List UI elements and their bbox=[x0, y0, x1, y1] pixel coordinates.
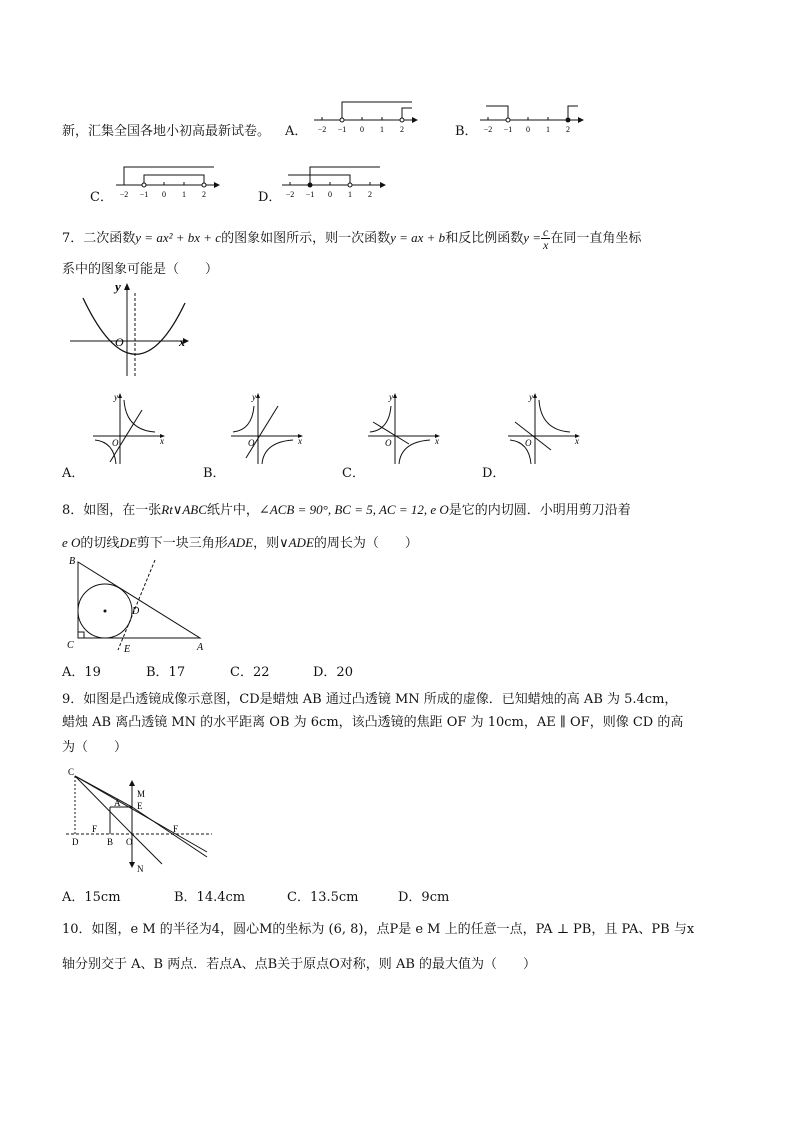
tick: 0 bbox=[526, 125, 530, 134]
q7-fig-x: x bbox=[179, 335, 185, 349]
tick: −1 bbox=[139, 190, 149, 199]
q9-option-a[interactable]: A．15cm bbox=[62, 890, 121, 905]
q7-eq3-lhs: y = bbox=[523, 230, 541, 245]
q9-stem-line1: 9．如图是凸透镜成像示意图，CD是蜡烛 AB 通过凸透镜 MN 所成的虚像．已知蜡烛的高 AB 为 5.4cm， bbox=[62, 692, 678, 707]
tick: −1 bbox=[305, 190, 315, 199]
q7-fig-o: O bbox=[115, 335, 124, 349]
q8-stem-line2 bbox=[62, 532, 418, 551]
q7-option-b[interactable]: B． bbox=[203, 466, 226, 481]
q9-label-n: N bbox=[137, 864, 144, 874]
tick: −2 bbox=[317, 125, 327, 134]
q8-option-d[interactable]: D．20 bbox=[313, 665, 353, 680]
q7-option-a-graph bbox=[90, 392, 170, 467]
q9-option-b[interactable]: B．14.4cm bbox=[174, 890, 246, 905]
tick: 2 bbox=[368, 190, 372, 199]
tick: −1 bbox=[337, 125, 347, 134]
q8-de: DE bbox=[119, 535, 137, 550]
q7-eq2: y = ax + b bbox=[390, 230, 446, 245]
q9-label-m: M bbox=[137, 789, 146, 799]
q8-line2-d: ，则 bbox=[253, 536, 280, 551]
q8-label-a: A bbox=[197, 642, 204, 653]
tick: −2 bbox=[285, 190, 295, 199]
q6-option-d-label[interactable]: D． bbox=[258, 190, 282, 205]
tick: 1 bbox=[182, 190, 186, 199]
q10-stem-line2: 轴分别交于 A、B 两点．若点A、点B关于原点O对称，则 AB 的最大值为（ ） bbox=[62, 957, 537, 972]
tick: 2 bbox=[400, 125, 404, 134]
q9-stem-line2: 蜡烛 AB 离凸透镜 MN 的水平距离 OB 为 6cm，该凸透镜的焦距 OF 为 10cm，AE ∥ OF，则像 CD 的高 bbox=[62, 715, 684, 730]
q7-option-c-graph bbox=[365, 392, 445, 467]
q6-option-c-label[interactable]: C． bbox=[90, 190, 113, 205]
q7-num: 7．二次函数 bbox=[62, 231, 136, 246]
tick: −2 bbox=[119, 190, 129, 199]
q8-line2-c: 剪下一块三角形 bbox=[136, 536, 228, 551]
q7-option-b-graph bbox=[228, 392, 308, 467]
q7-tail: 在同一直角坐标 bbox=[550, 231, 642, 246]
q7-opt-o: O bbox=[112, 438, 119, 448]
q8-label-e: E bbox=[124, 644, 131, 655]
q6-option-b-label[interactable]: B． bbox=[455, 124, 478, 139]
q9-lens-figure bbox=[62, 762, 222, 874]
q9-label-a: A bbox=[114, 798, 121, 808]
q7-option-a[interactable]: A． bbox=[62, 466, 85, 481]
q8-stem-line1 bbox=[62, 499, 631, 518]
q7-stem-line1 bbox=[62, 226, 641, 251]
q8-triangle-figure bbox=[62, 552, 222, 657]
q7-opt-y: y bbox=[252, 392, 256, 402]
tick: 1 bbox=[380, 125, 384, 134]
q6-numberline-d bbox=[280, 163, 390, 203]
q6-numberline-a bbox=[312, 98, 422, 138]
q7-opt-y: y bbox=[114, 392, 118, 402]
q7-stem-line2: 系中的图象可能是（ ） bbox=[62, 262, 219, 277]
q8-line1-a: 8．如图，在一张 bbox=[62, 503, 162, 518]
q7-opt-y: y bbox=[529, 392, 533, 402]
q8-rt: Rt∨ABC bbox=[161, 502, 207, 517]
q8-vade: ∨ADE bbox=[279, 535, 314, 550]
q7-opt-o: O bbox=[248, 438, 255, 448]
q9-label-e: E bbox=[137, 801, 143, 811]
q9-option-d[interactable]: D．9cm bbox=[398, 890, 450, 905]
q7-eq3-frac bbox=[541, 226, 550, 251]
q8-line2-e: 的周长为（ ） bbox=[313, 536, 418, 551]
q8-option-a[interactable]: A．19 bbox=[62, 665, 101, 680]
tick: 0 bbox=[162, 190, 166, 199]
q7-eq1: y = ax² + bx + c bbox=[135, 230, 222, 245]
q7-mid: 的图象如图所示，则一次函数 bbox=[221, 231, 391, 246]
q6-option-a-label[interactable]: A． bbox=[285, 124, 308, 139]
q8-label-b: B bbox=[69, 556, 76, 567]
q9-label-f1: F bbox=[92, 824, 98, 834]
q6-numberline-c bbox=[114, 163, 224, 203]
q7-parabola-figure bbox=[65, 278, 195, 378]
tick: −2 bbox=[483, 125, 493, 134]
q10-stem-line1: 10．如图，e M 的半径为4，圆心M的坐标为 (6, 8)，点P是 e M 上的任意一点，PA ⊥ PB，且 PA、PB 与x bbox=[62, 922, 695, 937]
tick: 1 bbox=[546, 125, 550, 134]
q7-opt-o: O bbox=[525, 438, 532, 448]
q8-label-d: D bbox=[132, 606, 140, 617]
q6-prefix: 新，汇集全国各地小初高最新试卷。 bbox=[62, 124, 271, 139]
q8-line1-b: 纸片中， bbox=[206, 503, 259, 518]
q9-label-f2: F bbox=[173, 824, 179, 834]
q7-option-d-graph bbox=[505, 392, 585, 467]
tick: 2 bbox=[202, 190, 206, 199]
q8-line1-c: 是它的内切圆．小明用剪刀沿着 bbox=[448, 503, 631, 518]
q7-option-d[interactable]: D． bbox=[482, 466, 506, 481]
q7-mid2: 和反比例函数 bbox=[445, 231, 524, 246]
q7-eq3-num: c bbox=[543, 225, 549, 239]
q9-stem-line3: 为（ ） bbox=[62, 740, 128, 755]
q7-opt-o: O bbox=[385, 438, 392, 448]
q7-eq3-den: x bbox=[543, 238, 549, 252]
q8-cond: ∠ACB = 90°, BC = 5, AC = 12, e O bbox=[258, 502, 449, 517]
q6-numberline-b bbox=[478, 100, 588, 140]
q9-option-c[interactable]: C．13.5cm bbox=[287, 890, 359, 905]
q8-line2-a: e O bbox=[62, 535, 81, 550]
q8-option-c[interactable]: C．22 bbox=[230, 665, 270, 680]
q8-line2-b: 的切线 bbox=[80, 536, 120, 551]
q8-ade: ADE bbox=[227, 535, 254, 550]
q7-opt-y: y bbox=[389, 392, 393, 402]
q8-label-c: C bbox=[67, 640, 74, 651]
q7-fig-y: y bbox=[115, 279, 121, 294]
tick: 0 bbox=[328, 190, 332, 199]
tick: 2 bbox=[566, 125, 570, 134]
q9-label-d: D bbox=[72, 837, 79, 847]
q7-option-c[interactable]: C． bbox=[342, 466, 365, 481]
q9-label-c: C bbox=[68, 767, 75, 777]
tick: 0 bbox=[360, 125, 364, 134]
q9-label-o: O bbox=[126, 837, 133, 847]
q7-opt-x: x bbox=[160, 436, 164, 446]
q8-option-b[interactable]: B．17 bbox=[146, 665, 186, 680]
q7-opt-x: x bbox=[575, 436, 579, 446]
q7-opt-x: x bbox=[298, 436, 302, 446]
q7-opt-x: x bbox=[435, 436, 439, 446]
tick: 1 bbox=[348, 190, 352, 199]
q9-label-b: B bbox=[107, 837, 114, 847]
tick: −1 bbox=[503, 125, 513, 134]
